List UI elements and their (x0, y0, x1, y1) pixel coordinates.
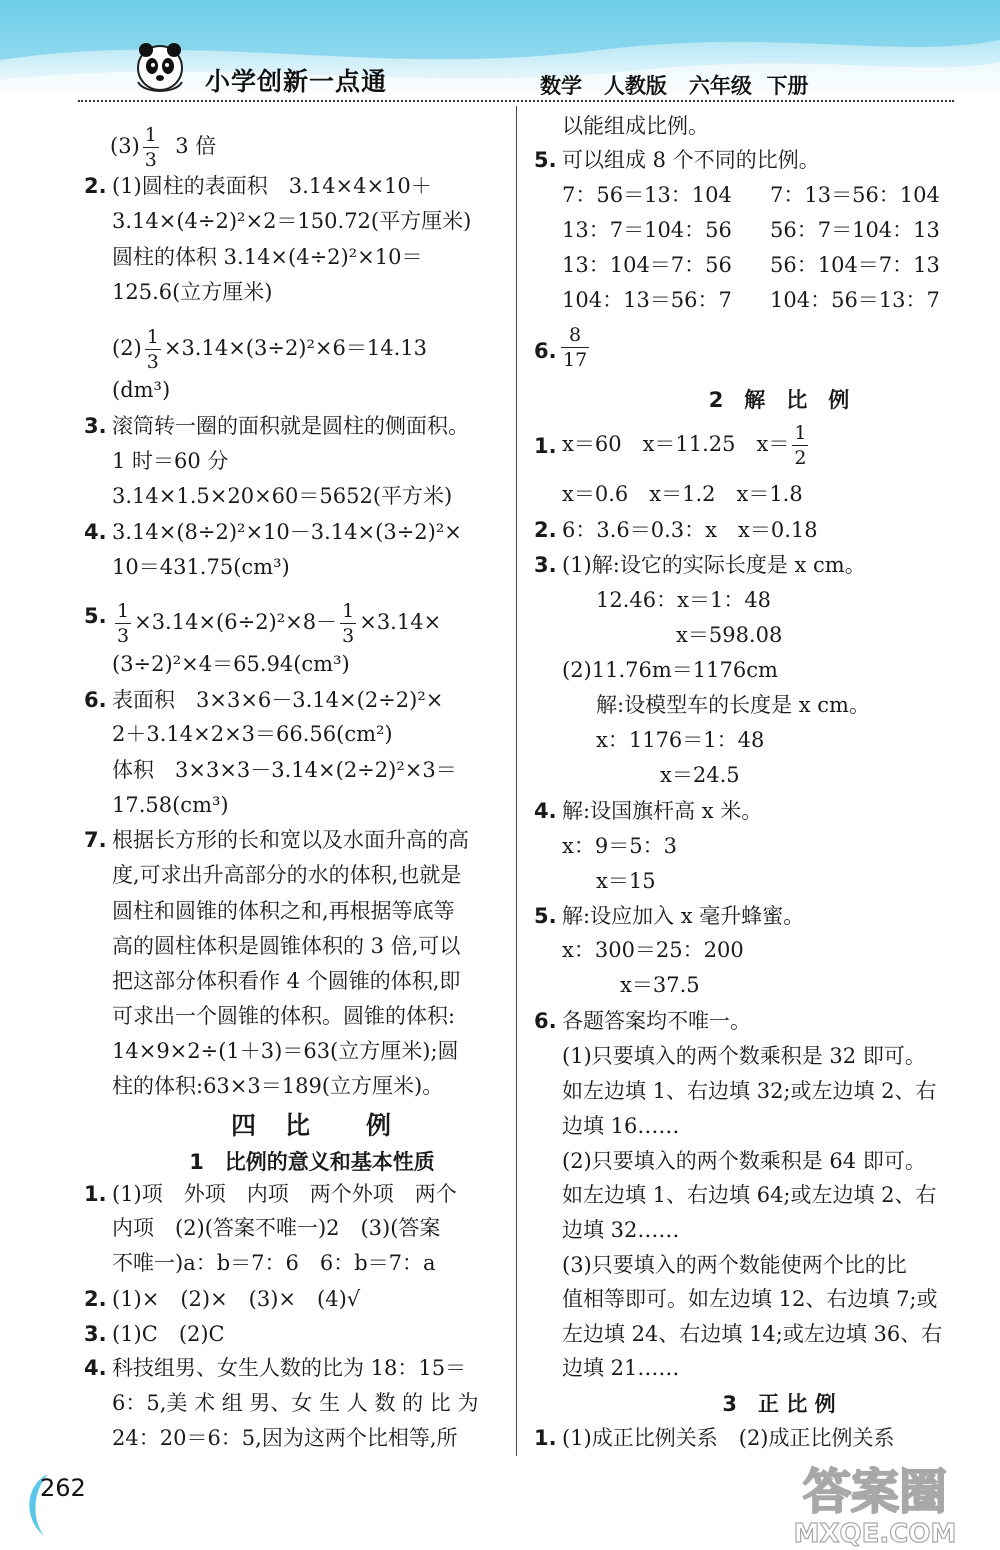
question-number: 5. (84, 604, 107, 628)
answer-line (112, 326, 427, 373)
answer-line: 3.14×1.5×20×60＝5652(平方米) (112, 484, 453, 508)
unit-title: 四 比 例 (230, 1111, 393, 1140)
answer-line: x＝0.6 x＝1.2 x＝1.8 (562, 482, 803, 506)
answer-line: (1)解:设它的实际长度是 x cm。 (562, 553, 866, 577)
answer-line: x＝24.5 (660, 763, 740, 787)
fraction-numerator: 8 (569, 324, 582, 346)
answer-line: (1)成正比例关系 (2)成正比例关系 (562, 1426, 895, 1450)
answer-line: 圆柱和圆锥的体积之和,再根据等底等 (112, 899, 455, 923)
answer-line: (dm³) (112, 378, 171, 402)
answer-line: 值相等即可。如左边填 12、右边填 7;或 (562, 1287, 938, 1311)
answer-line: (1)C (2)C (112, 1322, 225, 1346)
answer-line: 柱的体积:63×3＝189(立方厘米)。 (112, 1074, 444, 1098)
answer-line: x：1176＝1：48 (596, 728, 765, 752)
answer-line: 边填 21…… (562, 1356, 680, 1380)
line-text: x＝60 x＝11.25 x＝ (562, 432, 790, 456)
fraction (792, 422, 808, 469)
answer-line (110, 124, 216, 171)
answer-line: 6：3.6＝0.3：x x＝0.18 (562, 518, 818, 542)
fraction (143, 124, 159, 171)
fraction (115, 600, 131, 647)
question-number: 3. (84, 1322, 107, 1346)
question-number: 2. (84, 174, 107, 198)
panda-mascot-icon (130, 38, 194, 94)
section-title: 2 解 比 例 (708, 388, 850, 412)
proportion-item: 7：13＝56：104 (770, 183, 940, 207)
answer-line: (1)只要填入的两个数乘积是 32 即可。 (562, 1044, 926, 1068)
question-number: 5. (534, 148, 557, 172)
proportion-item: 13：7＝104：56 (562, 218, 732, 242)
question-number: 4. (84, 520, 107, 544)
answer-line: 如左边填 1、右边填 64;或左边填 2、右 (562, 1183, 937, 1207)
answer-line: (2)只要填入的两个数乘积是 64 即可。 (562, 1149, 926, 1173)
answer-line: 6：5,美 术 组 男、女 生 人 数 的 比 为 (112, 1391, 479, 1415)
answer-line: 边填 32…… (562, 1218, 680, 1242)
answer-line: 边填 16…… (562, 1114, 680, 1138)
question-number: 2. (84, 1287, 107, 1311)
answer-line: 圆柱的体积 3.14×(4÷2)²×10＝ (112, 245, 423, 269)
question-number: 1. (534, 1426, 557, 1450)
question-number: 3. (84, 414, 107, 438)
answer-line: 1 时＝60 分 (112, 449, 229, 473)
answer-line: 如左边填 1、右边填 32;或左边填 2、右 (562, 1079, 937, 1103)
answer-line: (3÷2)²×4＝65.94(cm³) (112, 652, 350, 676)
fraction-numerator: 1 (146, 326, 159, 348)
question-number: 1. (534, 434, 557, 458)
fraction-numerator: 1 (794, 422, 807, 444)
line-prefix: (2) (112, 336, 142, 360)
answer-line: 125.6(立方厘米) (112, 280, 273, 304)
line-prefix: (3) (110, 134, 140, 158)
question-number: 5. (534, 904, 557, 928)
answer-line: (1)圆柱的表面积 3.14×4×10＋ (112, 174, 432, 198)
answer-line: 3.14×(4÷2)²×2＝150.72(平方厘米) (112, 209, 472, 233)
answer-line: (1)项 外项 内项 两个外项 两个 (112, 1182, 457, 1206)
question-number: 4. (84, 1356, 107, 1380)
answer-line: 高的圆柱体积是圆锥体积的 3 倍,可以 (112, 934, 461, 958)
subject-edition-line: 数学 人教版 六年级 下册 (540, 74, 809, 98)
header-divider (78, 100, 954, 102)
series-title: 小学创新一点通 (205, 67, 388, 96)
answer-line: 可以组成 8 个不同的比例。 (562, 148, 820, 172)
fraction-denominator: 3 (144, 149, 157, 171)
answer-line: 解:设应加入 x 毫升蜂蜜。 (562, 904, 805, 928)
answer-line: 17.58(cm³) (112, 793, 229, 817)
line-suffix: ×3.14×(3÷2)²×6＝14.13 (163, 336, 427, 360)
watermark-logo (760, 1456, 990, 1548)
line-middle: ×3.14×(6÷2)²×8－ (134, 610, 338, 634)
answer-line: 内项 (2)(答案不唯一)2 (3)(答案 (112, 1216, 441, 1240)
question-number: 4. (534, 799, 557, 823)
fraction (561, 324, 589, 371)
question-number: 1. (84, 1182, 107, 1206)
answer-line: 可求出一个圆锥的体积。圆锥的体积: (112, 1004, 456, 1028)
page-number: 262 (40, 1474, 86, 1502)
answer-line: (1)× (2)× (3)× (4)√ (112, 1287, 361, 1311)
question-number: 2. (534, 518, 557, 542)
fraction-numerator: 1 (117, 600, 130, 622)
answer-line: 滚筒转一圈的面积就是圆柱的侧面积。 (112, 414, 469, 438)
column-divider (516, 106, 517, 1456)
fraction-denominator: 3 (146, 351, 159, 373)
answer-line: 2＋3.14×2×3＝66.56(cm²) (112, 722, 393, 746)
fraction-denominator: 3 (117, 625, 130, 647)
proportion-item: 13：104＝7：56 (562, 253, 732, 277)
question-number: 3. (534, 553, 557, 577)
answer-line (558, 324, 592, 371)
answer-line: 把这部分体积看作 4 个圆锥的体积,即 (112, 969, 461, 993)
answer-line: x＝37.5 (620, 973, 700, 997)
answer-line: 不唯一)a：b＝7：6 6：b＝7：a (112, 1251, 436, 1275)
question-number: 7. (84, 828, 107, 852)
answer-line: 根据长方形的长和宽以及水面升高的高 (112, 828, 469, 852)
fraction-numerator: 1 (342, 600, 355, 622)
question-number: 6. (534, 339, 557, 363)
answer-line: 解:设国旗杆高 x 米。 (562, 799, 763, 823)
question-number: 6. (84, 688, 107, 712)
fraction-denominator: 2 (794, 447, 807, 469)
answer-line: 表面积 3×3×6－3.14×(2÷2)²× (112, 688, 444, 712)
line-suffix: ×3.14× (359, 610, 442, 634)
watermark-text-main: 答案圈 (802, 1464, 948, 1520)
fraction-numerator: 1 (144, 124, 157, 146)
line-suffix: 3 倍 (175, 134, 217, 158)
answer-line (562, 422, 811, 469)
answer-line (112, 600, 441, 647)
answer-line: 10＝431.75(cm³) (112, 555, 290, 579)
proportion-item: 7：56＝13：104 (562, 183, 732, 207)
answer-line: 以能组成比例。 (562, 114, 709, 138)
answer-line: 解:设模型车的长度是 x cm。 (596, 693, 870, 717)
answer-line: 24：20＝6：5,因为这两个比相等,所 (112, 1426, 458, 1450)
answer-line: 各题答案均不唯一。 (562, 1009, 751, 1033)
answer-line: 14×9×2÷(1＋3)＝63(立方厘米);圆 (112, 1039, 459, 1063)
answer-line: 科技组男、女生人数的比为 18：15＝ (112, 1356, 467, 1380)
answer-line: 左边填 24、右边填 14;或左边填 36、右 (562, 1322, 943, 1346)
proportion-item: 104：56＝13：7 (770, 288, 940, 312)
fraction (145, 326, 161, 373)
answer-line: 3.14×(8÷2)²×10－3.14×(3÷2)²× (112, 520, 462, 544)
fraction (340, 600, 356, 647)
answer-line: (3)只要填入的两个数能使两个比的比 (562, 1253, 907, 1277)
answer-line: 体积 3×3×3－3.14×(2÷2)²×3＝ (112, 758, 457, 782)
answer-line: (2)11.76m＝1176cm (562, 658, 778, 682)
fraction-denominator: 17 (563, 349, 588, 371)
answer-line: 12.46：x＝1：48 (596, 588, 772, 612)
section-title: 3 正 比 例 (722, 1392, 836, 1416)
answer-line: x：300＝25：200 (562, 938, 744, 962)
proportion-item: 56：104＝7：13 (770, 253, 940, 277)
question-number: 6. (534, 1009, 557, 1033)
fraction-denominator: 3 (342, 625, 355, 647)
answer-line: x：9＝5：3 (562, 834, 677, 858)
answer-line: x＝15 (596, 869, 656, 893)
proportion-item: 104：13＝56：7 (562, 288, 732, 312)
section-title: 1 比例的意义和基本性质 (189, 1150, 435, 1174)
answer-line: 度,可求出升高部分的水的体积,也就是 (112, 863, 462, 887)
watermark-text-url: MXQE.COM (793, 1519, 957, 1548)
proportion-item: 56：7＝104：13 (770, 218, 940, 242)
answer-line: x＝598.08 (676, 623, 783, 647)
